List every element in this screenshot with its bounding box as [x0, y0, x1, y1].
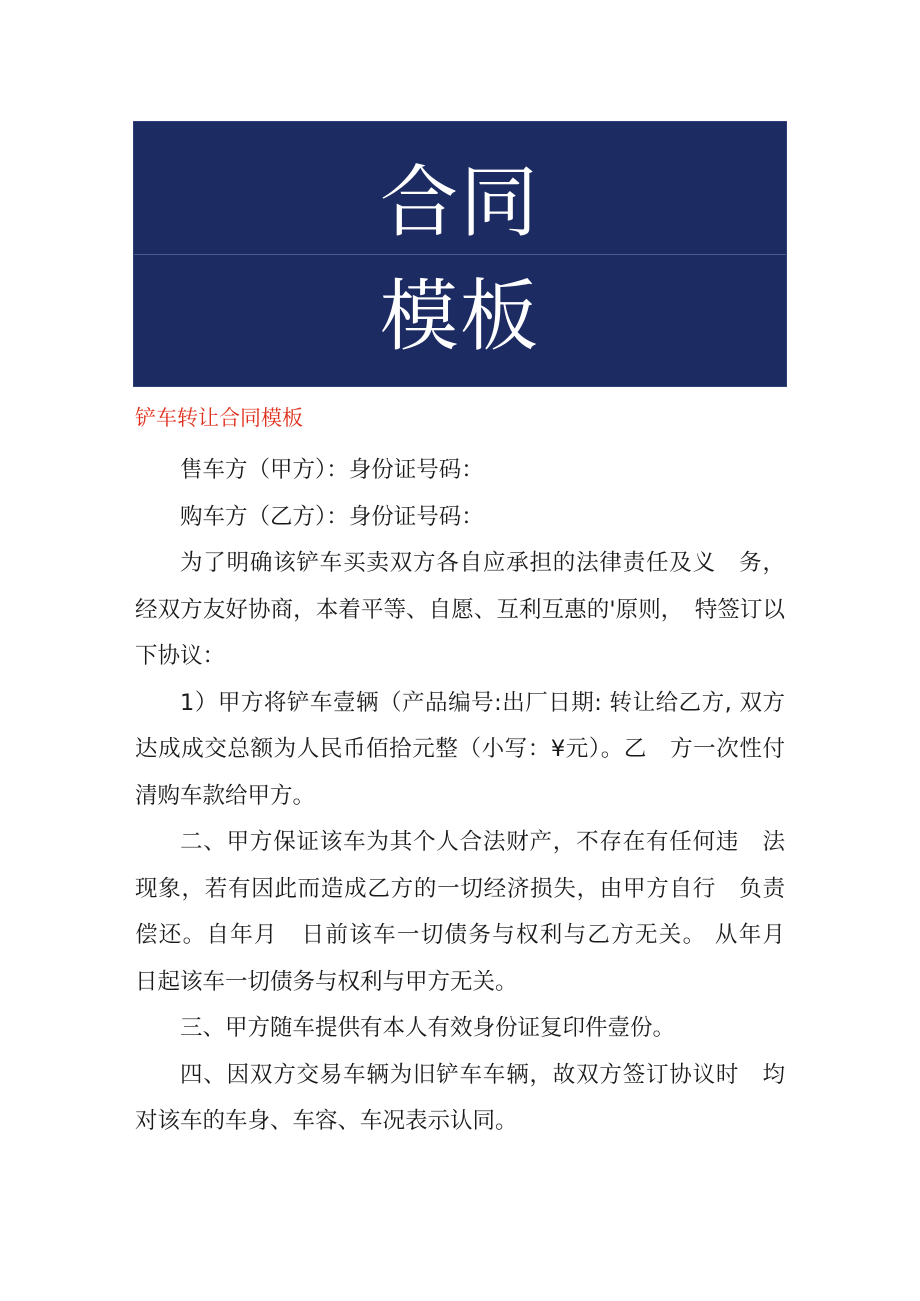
cover-banner	[133, 121, 787, 387]
preamble-paragraph: 为了明确该铲车买卖双方各自应承担的法律责任及义 务，经双方友好协商，本着平等、自愿、互利互惠的'原则， 特签订以下协议：	[135, 550, 785, 669]
document-title: 铲车转让合同模板	[135, 406, 303, 430]
clause-1: 1）甲方将铲车壹辆（产品编号:出厂日期: 转让给乙方, 双方达成成交总额为人民币佰拾元整（小写：¥元）。乙 方一次性付清购车款给甲方。	[135, 689, 785, 809]
contract-body	[135, 447, 808, 1145]
clause-3: 三、甲方随车提供有本人有效身份证复印件壹份。	[180, 1015, 676, 1041]
cover-title-line-1: 合同	[379, 158, 540, 248]
seller-line: 售车方（甲方）：身份证号码：	[180, 457, 484, 483]
clause-2: 二、甲方保证该车为其个人合法财产，不存在有任何违 法现象，若有因此而造成乙方的一切经济损失，由甲方自行 负责偿还。自年月 日前该车一切债务与权利与乙方无关。 从年月 日起该车一切债务与权利与甲方无关。	[135, 829, 808, 995]
cover-divider	[134, 254, 786, 255]
buyer-line: 购车方（乙方）：身份证号码：	[180, 503, 484, 530]
clause-4: 四、因双方交易车辆为旧铲车车辆，故双方签订协议时 均对该车的车身、车容、车况表示认同。	[135, 1061, 785, 1134]
cover-title-line-2: 模板	[379, 272, 540, 362]
